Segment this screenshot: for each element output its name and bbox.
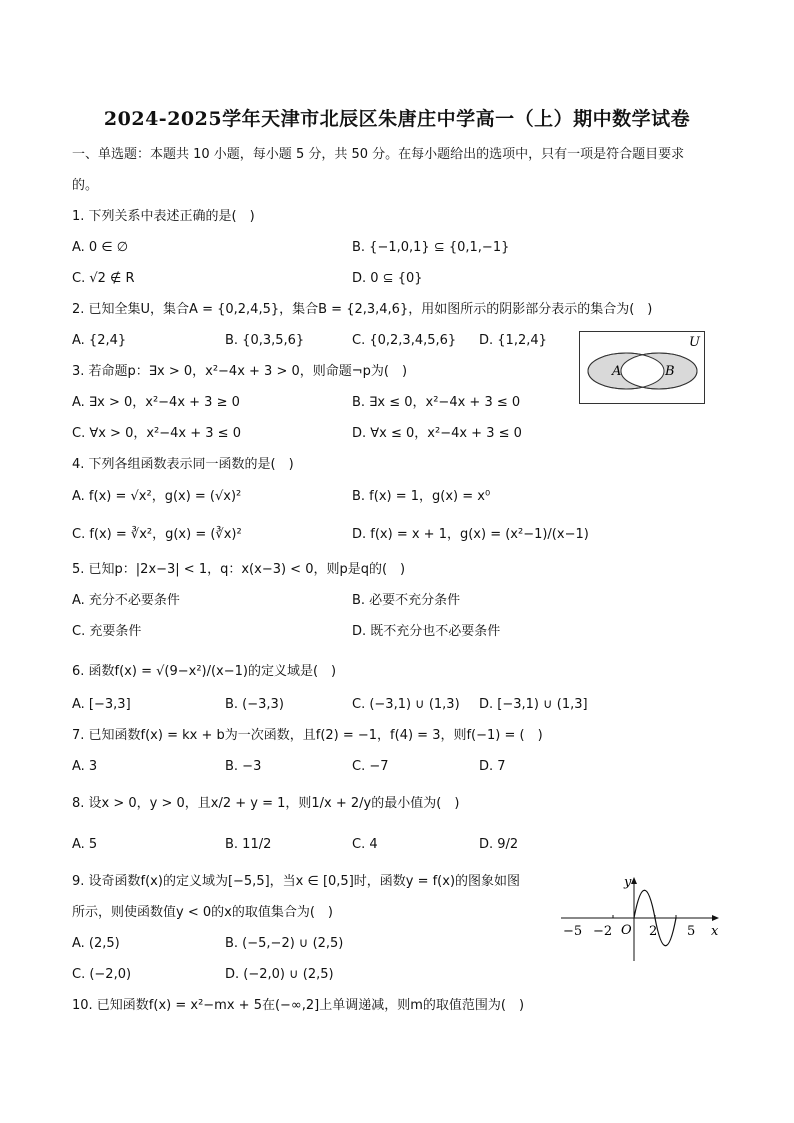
venn-label-a: A — [612, 364, 622, 379]
tick-label-5: 5 — [687, 924, 696, 939]
x-axis-label: x — [711, 924, 719, 939]
q2-option-c: C. {0,2,3,4,5,6} — [352, 333, 457, 348]
section-heading-cont: 的。 — [72, 178, 99, 193]
q7-option-c: C. −7 — [352, 759, 389, 774]
question-2-stem: 2. 已知全集U，集合A = {0,2,4,5}，集合B = {2,3,4,6}，用如图所示的阴影部分表示的集合为( ) — [72, 302, 653, 317]
origin-label: O — [621, 923, 632, 938]
venn-label-b: B — [665, 364, 675, 379]
q8-option-b: B. 11/2 — [225, 837, 272, 852]
section-heading: 一、单选题：本题共 10 小题，每小题 5 分，共 50 分。在每小题给出的选项中，只有一项是符合题目要求 — [72, 147, 685, 162]
q8-option-c: C. 4 — [352, 837, 378, 852]
q6-option-c: C. (−3,1) ∪ (1,3) — [352, 697, 460, 712]
function-graph — [557, 869, 723, 963]
venn-universe-label: U — [689, 335, 700, 350]
q2-option-a: A. {2,4} — [72, 333, 127, 348]
q2-option-b: B. {0,3,5,6} — [225, 333, 305, 348]
question-6-stem: 6. 函数f(x) = √(9−x²)/(x−1)的定义域是( ) — [72, 664, 337, 679]
venn-diagram — [579, 331, 705, 404]
q9-option-c: C. (−2,0) — [72, 967, 132, 982]
q4-option-b: B. f(x) = 1，g(x) = x⁰ — [352, 489, 491, 504]
q1-option-a: A. 0 ∈ ∅ — [72, 240, 129, 255]
q6-option-d: D. [−3,1) ∪ (1,3] — [479, 697, 588, 712]
q2-option-d: D. {1,2,4} — [479, 333, 547, 348]
page-title: 2024-2025学年天津市北辰区朱唐庄中学高一（上）期中数学试卷 — [103, 108, 691, 130]
q1-option-c: C. √2 ∉ R — [72, 271, 135, 286]
question-4-stem: 4. 下列各组函数表示同一函数的是( ) — [72, 457, 294, 472]
tick-label-neg5: −5 — [563, 924, 583, 939]
q6-option-a: A. [−3,3] — [72, 697, 131, 712]
q1-option-b: B. {−1,0,1} ⊆ {0,1,−1} — [352, 240, 510, 255]
q9-option-b: B. (−5,−2) ∪ (2,5) — [225, 936, 344, 951]
q9-option-a: A. (2,5) — [72, 936, 120, 951]
question-5-stem: 5. 已知p：|2x−3| < 1，q：x(x−3) < 0，则p是q的( ) — [72, 562, 406, 577]
q3-option-d: D. ∀x ≤ 0，x²−4x + 3 ≤ 0 — [352, 426, 522, 441]
q3-option-c: C. ∀x > 0，x²−4x + 3 ≤ 0 — [72, 426, 241, 441]
y-axis-label: y — [624, 875, 632, 890]
q5-option-c: C. 充要条件 — [72, 624, 142, 639]
tick-label-2: 2 — [649, 924, 658, 939]
q5-option-d: D. 既不充分也不必要条件 — [352, 624, 501, 639]
q8-option-a: A. 5 — [72, 837, 98, 852]
q5-option-b: B. 必要不充分条件 — [352, 593, 461, 608]
q4-option-d: D. f(x) = x + 1，g(x) = (x²−1)/(x−1) — [352, 527, 589, 542]
q9-option-d: D. (−2,0) ∪ (2,5) — [225, 967, 334, 982]
q3-option-b: B. ∃x ≤ 0，x²−4x + 3 ≤ 0 — [352, 395, 521, 410]
y-axis-arrow — [631, 877, 637, 884]
q4-option-a: A. f(x) = √x²，g(x) = (√x)² — [72, 489, 242, 504]
q4-option-c: C. f(x) = ∛x²，g(x) = (∛x)² — [72, 527, 242, 542]
question-9-stem-cont: 所示，则使函数值y < 0的x的取值集合为( ) — [72, 905, 333, 920]
question-10-stem: 10. 已知函数f(x) = x²−mx + 5在(−∞,2]上单调递减，则m的取值范围为( ) — [72, 998, 525, 1013]
q7-option-d: D. 7 — [479, 759, 506, 774]
question-9-stem: 9. 设奇函数f(x)的定义域为[−5,5]，当x ∈ [0,5]时，函数y = f(x)的图象如图 — [72, 874, 521, 889]
q7-option-b: B. −3 — [225, 759, 262, 774]
question-7-stem: 7. 已知函数f(x) = kx + b为一次函数，且f(2) = −1，f(4) = 3，则f(−1) = ( ) — [72, 728, 543, 743]
question-8-stem: 8. 设x > 0，y > 0，且x/2 + y = 1，则1/x + 2/y的最小值为( ) — [72, 796, 460, 811]
q8-option-d: D. 9/2 — [479, 837, 519, 852]
tick-label-neg2: −2 — [593, 924, 613, 939]
q1-option-d: D. 0 ⊆ {0} — [352, 271, 423, 286]
q7-option-a: A. 3 — [72, 759, 98, 774]
q6-option-b: B. (−3,3) — [225, 697, 284, 712]
q5-option-a: A. 充分不必要条件 — [72, 593, 180, 608]
q3-option-a: A. ∃x > 0，x²−4x + 3 ≥ 0 — [72, 395, 240, 410]
question-1-stem: 1. 下列关系中表述正确的是( ) — [72, 209, 255, 224]
question-3-stem: 3. 若命题p：∃x > 0，x²−4x + 3 > 0，则命题¬p为( ) — [72, 364, 408, 379]
x-axis-arrow — [712, 915, 719, 921]
